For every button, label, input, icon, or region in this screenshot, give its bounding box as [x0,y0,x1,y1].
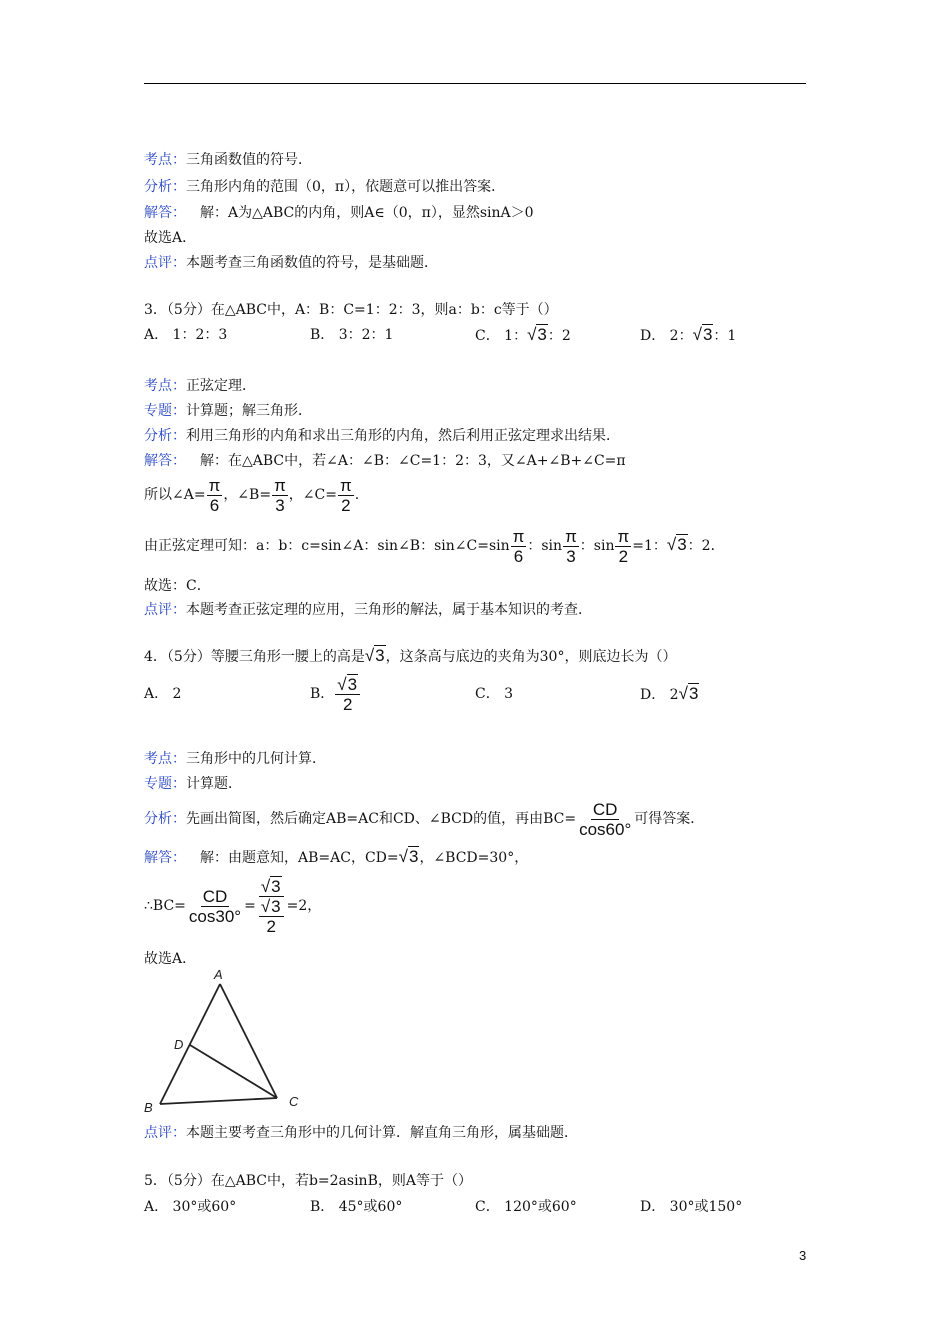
q4-b-label: B． [310,686,335,702]
zhuanti-line-3 [144,401,312,421]
frac-num: π [208,475,221,495]
fenxi-text: 利用三角形的内角和求出三角形的内角，然后利用正弦定理求出结果． [186,428,620,444]
fraction-pi-6 [207,476,223,515]
radicand: 3 [688,684,699,703]
sine-sep: ：sin [527,538,563,554]
page-number: 3 [799,1248,807,1263]
jieda-text: 解：由题意知，AB=AC，CD= [200,850,399,866]
kaodian-text: 三角形中的几何计算． [186,751,326,767]
guxuan-line-3: 故选：C． [144,578,211,594]
vertex-label-c: C [289,1094,299,1109]
label-fenxi: 分析： [144,811,186,827]
q4-option-d [640,684,699,705]
q3-d-post: ：1 [713,328,737,344]
kaodian-line-1 [144,150,312,170]
label-kaodian: 考点： [144,751,186,767]
dianping-line-3 [144,600,592,620]
radicand: 3 [347,674,358,694]
sine-end: ：2． [687,538,725,554]
frac-den: 3 [566,546,576,566]
kaodian-line-3 [144,376,256,396]
sqrt-icon: √3 [260,896,281,916]
jieda-post: ，∠BCD=30°， [419,850,529,866]
vertex-label-b: B [144,1100,153,1115]
frac-num: π [274,475,286,495]
guxuan-text: 故选A． [144,230,197,246]
label-kaodian: 考点： [144,378,186,394]
jieda-line-4 [144,847,528,868]
fraction-cd-cos30 [187,887,243,926]
fraction-sqrt3-over-sqrt3-2 [257,877,286,936]
label-zhuanti: 专题： [144,776,186,792]
fenxi-line-3 [144,426,620,446]
sqrt-icon: √3 [398,847,419,866]
fraction-cd-cos60 [577,800,633,839]
kaodian-line-4 [144,749,326,769]
inner-den: 2 [266,916,276,936]
q4-option-c: C． 3 [475,686,514,702]
period: . [354,487,360,503]
sine-eq: =1： [632,538,667,554]
kaodian-text: 三角函数值的符号． [186,152,312,168]
sqrt-icon: √3 [364,646,385,665]
angle-c-text: ，∠C= [288,487,337,503]
radicand: 3 [375,646,385,665]
side-ab [160,984,220,1104]
jieda-text: 解：在△ABC中，若∠A：∠B：∠C=1：2：3，又∠A+∠B+∠C=π [200,453,626,469]
dianping-text: 本题主要考查三角形中的几何计算．解直角三角形，属基础题． [186,1125,578,1141]
label-dianping: 点评： [144,602,186,618]
frac-num: π [339,475,352,495]
fraction-sqrt3-2 [335,675,360,714]
frac-num [259,877,284,897]
frac-den [257,897,286,936]
sqrt-icon: √3 [678,684,699,703]
vertex-label-a: A [214,967,223,982]
dianping-text: 本题考查三角函数值的符号，是基础题． [186,255,438,271]
label-fenxi: 分析： [144,428,186,444]
q5-option-b: B． 45°或60° [310,1199,403,1215]
q4-d-pre: D． 2 [640,687,679,703]
frac-den: 2 [342,694,353,714]
radicand: 3 [702,325,713,344]
label-dianping: 点评： [144,255,186,271]
fenxi-line-1 [144,177,505,197]
label-kaodian: 考点： [144,152,186,168]
question-4-stem [144,646,676,667]
angle-b-text: ，∠B= [223,487,272,503]
sine-prefix: 由正弦定理可知：a：b：c=sin∠A：sin∠B：sin∠C=sin [144,538,510,554]
zhuanti-text: 计算题；解三角形． [186,403,312,419]
q3-option-c [475,325,571,346]
jieda-text: 解：A为△ABC的内角，则A∈（0，π），显然sinA＞0 [200,205,534,221]
dianping-text: 本题考查正弦定理的应用，三角形的解法，属于基本知识的考查． [186,602,592,618]
radicand: 3 [271,896,281,916]
radicand: 3 [537,325,547,344]
frac-den: 2 [341,495,351,515]
kaodian-text: 正弦定理． [186,378,256,394]
header-rule [144,83,806,84]
dianping-line-1 [144,253,438,273]
fenxi-text: 三角形内角的范围（0，π），依题意可以推出答案． [186,179,506,195]
fenxi-post: 可得答案． [634,811,705,827]
angles-prefix: 所以∠A= [144,487,206,503]
question-5-stem: 5．（5分）在△ABC中，若b=2asinB，则A等于（） [144,1173,472,1189]
fenxi-line-4 [144,797,704,841]
label-jieda: 解答： [144,850,186,866]
frac-num: CD [202,886,228,906]
radicand: 3 [408,847,419,866]
question-3-stem: 3．（5分）在△ABC中，A：B：C=1：2：3，则a：b：c等于（） [144,302,558,318]
q4-stem-post: ，这条高与底边的夹角为30°，则底边长为（） [385,649,677,665]
jieda-line-1 [144,203,534,223]
q4-option-a: A． 2 [144,686,182,702]
q5-option-d: D． 30°或150° [640,1199,743,1215]
label-jieda: 解答： [144,205,186,221]
frac-num: CD [592,799,618,819]
fraction-pi-3 [563,527,579,566]
jieda-line-3 [144,451,626,471]
fraction-pi-2 [338,476,354,515]
frac-den: 3 [275,495,285,515]
zhuanti-text: 计算题． [186,776,242,792]
frac-den: 2 [618,546,629,566]
bc-result: =2， [286,898,322,914]
frac-num: π [565,526,577,546]
vertex-label-d: D [174,1037,184,1052]
frac-num: π [617,526,630,546]
fenxi-text: 先画出简图，然后确定AB=AC和CD、∠BCD的值，再由BC= [186,811,577,827]
frac-den: 6 [513,546,524,566]
q5-option-c: C． 120°或60° [475,1199,577,1215]
label-fenxi: 分析： [144,179,186,195]
sqrt-icon: √3 [337,674,358,694]
q5-option-a: A． 30°或60° [144,1199,237,1215]
q4-stem-pre: 4．（5分）等腰三角形一腰上的高是 [144,649,365,665]
bc-prefix: ∴BC= [144,898,186,914]
angles-line [144,473,359,517]
q3-option-b: B． 3：2：1 [310,327,394,343]
label-dianping: 点评： [144,1125,186,1141]
label-jieda: 解答： [144,453,186,469]
fraction-pi-2 [615,527,631,566]
frac-num [335,675,360,695]
q3-c-post: ：2 [547,328,571,344]
radicand: 3 [677,535,687,554]
q3-option-d [640,325,736,346]
zhuanti-line-4 [144,774,242,794]
frac-num: π [512,526,525,546]
q3-d-pre: D． 2： [640,328,693,344]
triangle-figure [140,965,310,1120]
sqrt-icon: √3 [527,325,547,344]
q4-option-b [310,672,361,716]
dianping-line-4 [144,1123,578,1143]
q3-option-a: A． 1：2：3 [144,327,228,343]
sqrt-icon: √3 [666,535,687,554]
guxuan-line-4: 故选A． [144,951,197,967]
equals: = [244,898,256,914]
side-bc [160,1098,277,1104]
frac-den: 6 [209,495,220,515]
fraction-pi-3 [272,476,288,515]
q3-c-pre: C． 1： [475,328,528,344]
inner-num [259,897,284,917]
sqrt-icon: √3 [692,325,713,344]
radicand: 3 [271,876,281,896]
sqrt-icon: √3 [260,876,281,896]
frac-den: cos60° [579,819,632,839]
label-zhuanti: 专题： [144,403,186,419]
fraction-pi-6 [511,527,527,566]
sine-law-line [144,523,725,568]
bc-calc-line [144,872,321,940]
sine-sep: ：sin [579,538,615,554]
frac-den: cos30° [188,906,242,926]
guxuan-line-1 [144,228,196,248]
